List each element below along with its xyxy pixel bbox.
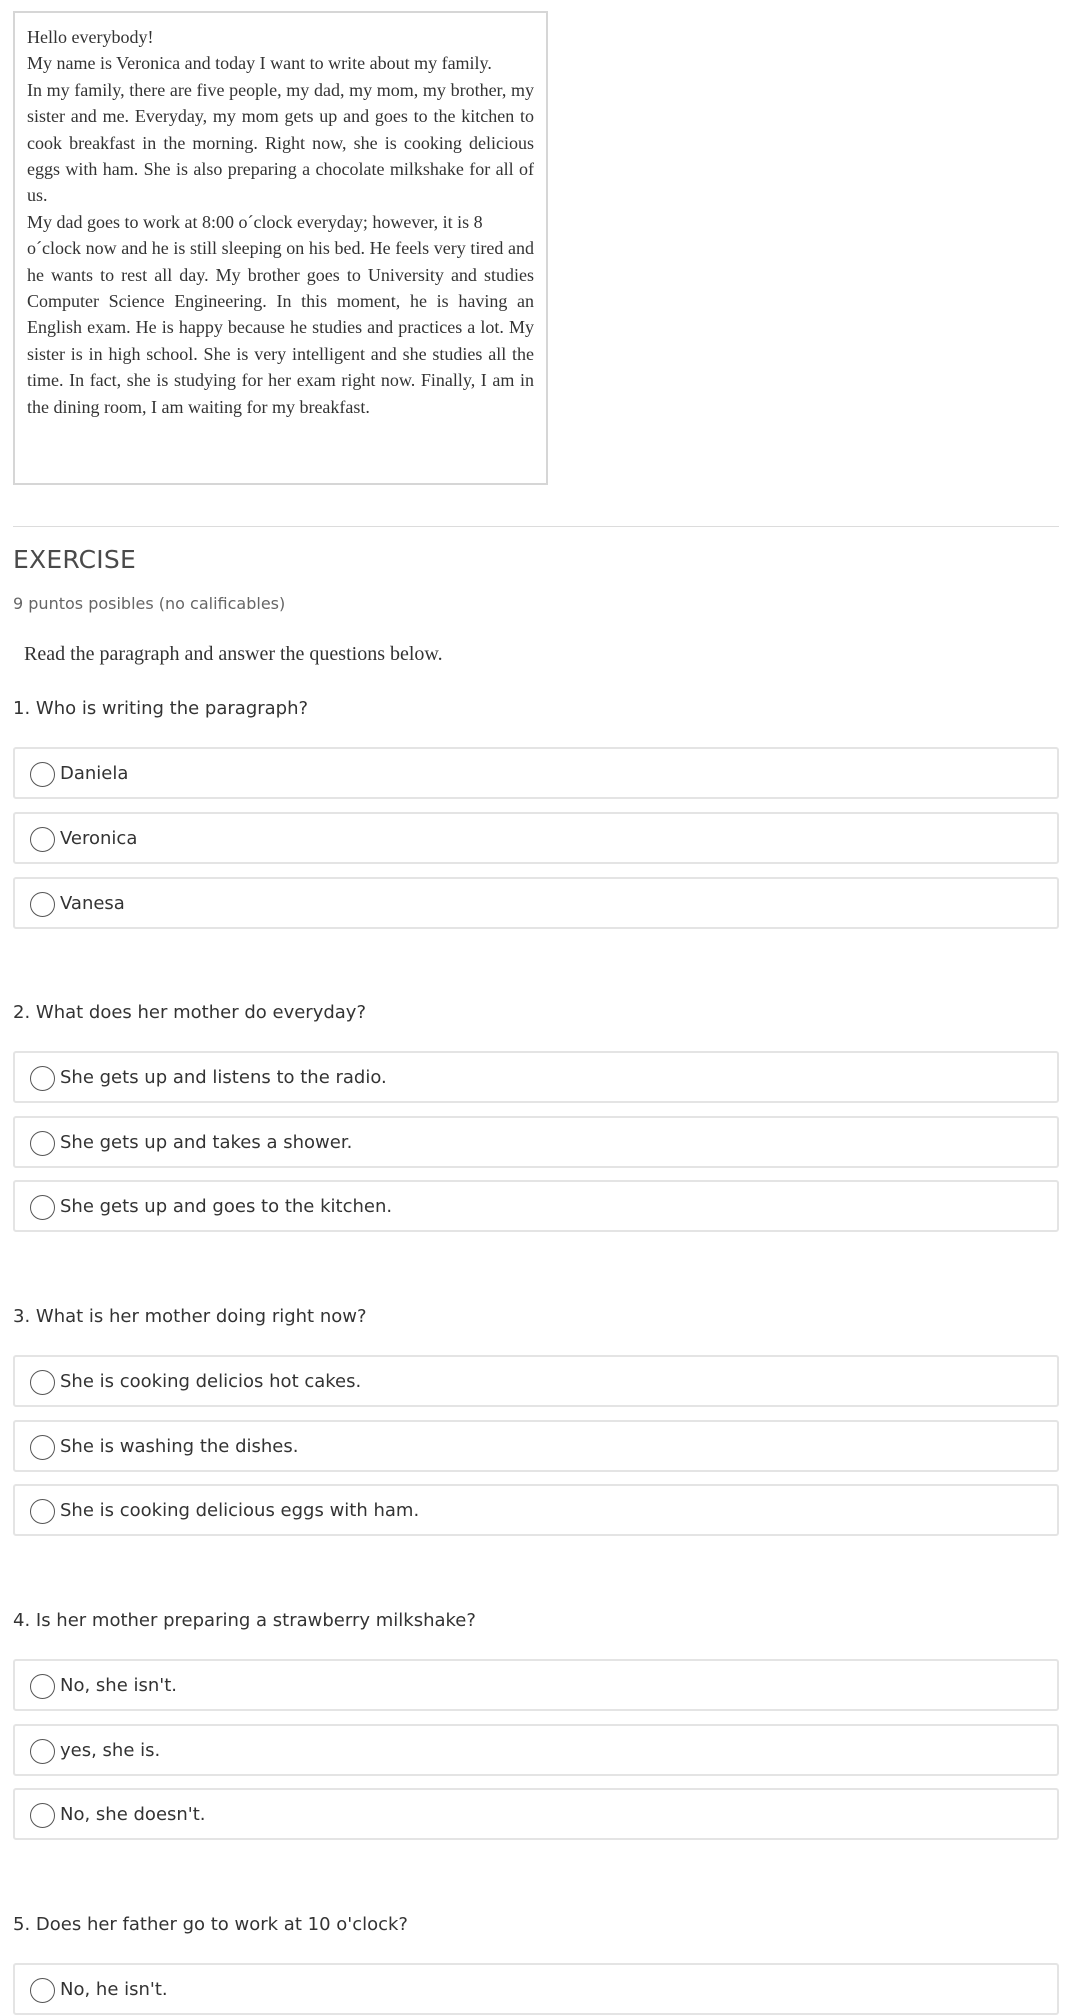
passage-intro: My name is Veronica and today I want to write about my family.: [27, 53, 492, 74]
question-2-option-1[interactable]: [13, 1051, 1059, 1103]
option-label: No, she isn't.: [60, 1674, 178, 1696]
radio-button[interactable]: [30, 1370, 55, 1395]
radio-button[interactable]: [30, 1066, 55, 1091]
question-5-option-1[interactable]: [13, 1963, 1059, 2015]
radio-button[interactable]: [30, 827, 55, 852]
passage-dad-line: My dad goes to work at 8:00 o´clock everyday; however, it is 8: [27, 211, 483, 232]
radio-button[interactable]: [30, 892, 55, 917]
points-possible: 9 puntos posibles (no calificables): [13, 594, 286, 613]
radio-button[interactable]: [30, 1739, 55, 1764]
question-2-option-3[interactable]: [13, 1180, 1059, 1232]
option-label: Vanesa: [60, 892, 125, 914]
option-label: She gets up and goes to the kitchen.: [60, 1195, 393, 1217]
reading-passage: [13, 11, 548, 485]
option-label: No, she doesn't.: [60, 1803, 206, 1825]
question-4-text: 4. Is her mother preparing a strawberry milkshake?: [13, 1610, 476, 1631]
question-2-option-2[interactable]: [13, 1116, 1059, 1168]
question-5-text: 5. Does her father go to work at 10 o'clock?: [13, 1914, 408, 1935]
radio-button[interactable]: [30, 1499, 55, 1524]
section-divider: [13, 526, 1059, 527]
radio-button[interactable]: [30, 762, 55, 787]
question-1-text: 1. Who is writing the paragraph?: [13, 698, 309, 719]
option-label: Daniela: [60, 762, 129, 784]
question-3-option-1[interactable]: [13, 1355, 1059, 1407]
radio-button[interactable]: [30, 1978, 55, 2003]
option-label: Veronica: [60, 827, 138, 849]
question-4-option-3[interactable]: [13, 1788, 1059, 1840]
question-2-text: 2. What does her mother do everyday?: [13, 1002, 367, 1023]
exercise-title: EXERCISE: [13, 545, 136, 574]
option-label: No, he isn't.: [60, 1978, 168, 2000]
option-label: She gets up and listens to the radio.: [60, 1066, 387, 1088]
question-4-option-1[interactable]: [13, 1659, 1059, 1711]
question-1-option-1[interactable]: [13, 747, 1059, 799]
radio-button[interactable]: [30, 1195, 55, 1220]
option-label: yes, she is.: [60, 1739, 161, 1761]
radio-button[interactable]: [30, 1435, 55, 1460]
question-1-option-2[interactable]: [13, 812, 1059, 864]
question-3-text: 3. What is her mother doing right now?: [13, 1306, 367, 1327]
radio-button[interactable]: [30, 1131, 55, 1156]
passage-family-paragraph: In my family, there are five people, my dad, my mom, my brother, my sister and me. Everyday, my mom gets up and goes to the kitchen to cook breakfast in the morning. Right now, she is cooking delicious eggs with ham. She is also preparing a chocolate milkshake for all of us.: [27, 79, 534, 206]
passage-greeting: Hello everybody!: [27, 27, 154, 47]
option-label: She gets up and takes a shower.: [60, 1131, 353, 1153]
question-4-option-2[interactable]: [13, 1724, 1059, 1776]
question-3-option-2[interactable]: [13, 1420, 1059, 1472]
radio-button[interactable]: [30, 1803, 55, 1828]
option-label: She is washing the dishes.: [60, 1435, 299, 1457]
exercise-instruction: Read the paragraph and answer the questions below.: [24, 643, 443, 665]
question-3-option-3[interactable]: [13, 1484, 1059, 1536]
passage-rest-paragraph: o´clock now and he is still sleeping on his bed. He feels very tired and he wants to rest all day. My brother goes to University and studies Computer Science Engineering. In this moment, he is having an English exam. He is happy because he studies and practices a lot. My sister is in high school. She is very intelligent and she studies all the time. In fact, she is studying for her exam right now. Finally, I am in the dining room, I am waiting for my breakfast.: [27, 238, 534, 417]
radio-button[interactable]: [30, 1674, 55, 1699]
question-1-option-3[interactable]: [13, 877, 1059, 929]
option-label: She is cooking delicious eggs with ham.: [60, 1499, 420, 1521]
option-label: She is cooking delicios hot cakes.: [60, 1370, 362, 1392]
